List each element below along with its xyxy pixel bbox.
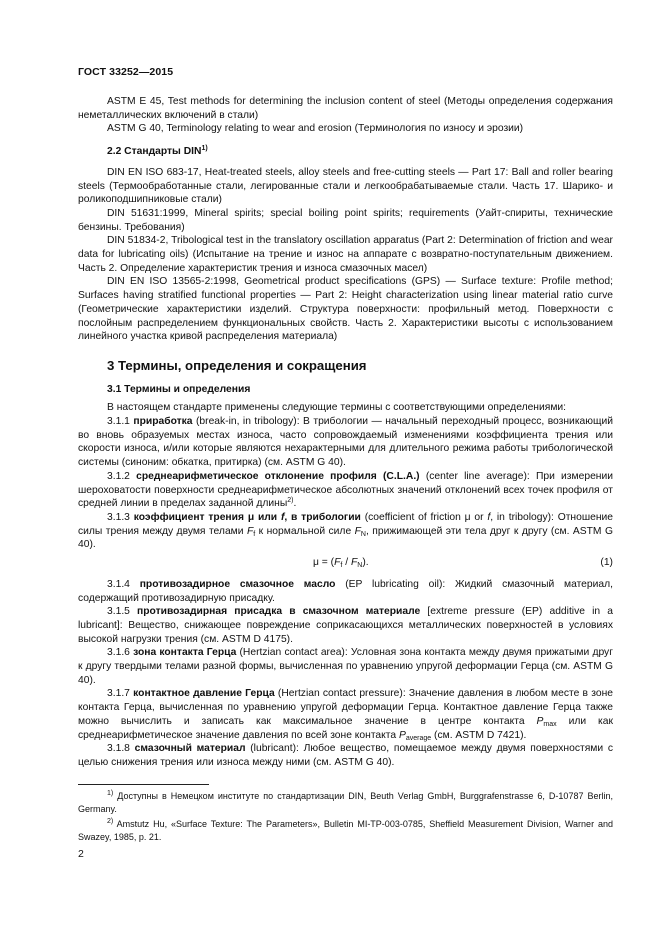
section-3-heading: 3 Термины, определения и сокращения (107, 357, 367, 373)
document-header: ГОСТ 33252—2015 (78, 66, 174, 78)
din-item: DIN 51834-2, Tribological test in the translatory oscillation apparatus (Part 2: Determination of friction and wear data for lubricating oils) (Испытание на трение и износ на аппарате с возвратно-поступательным движением. Часть 2. Определение характеристик трения и износа смазочных масел) (78, 235, 613, 274)
din-item: DIN 51631:1999, Mineral spirits; special boiling point spirits; requirements (Уайт-спириты, технические бензины. Требования) (78, 207, 613, 233)
footnote-divider (78, 784, 209, 785)
page-number: 2 (78, 848, 84, 860)
section-3-1-heading: 3.1 Термины и определения (107, 383, 251, 395)
reference-astm-g40: ASTM G 40, Terminology relating to wear and erosion (Терминология по износу и эрозии) (107, 123, 524, 135)
term-3-1-6: 3.1.6 зона контакта Герца (Hertzian contact area): Условная зона контакта между двумя прижатыми друг к другу твердыми телами разной формы, вычисленная по уравнению упругой деформации Герца (см. ASTM G 40). (78, 647, 613, 686)
footnote-1: $^{1)}$ Доступны в Немецком институте по стандартизации DIN, Beuth Verlag GmbH, Burggrafenstrasse 6, D-10787 Berlin, Germany. (78, 790, 613, 814)
term-3-1-3: 3.1.3 коэффициент трения μ или f, в трибологии (coefficient of friction μ or f, in tribology): Отношение силы трения между двумя телами $F_f$ к нормальной силе $F_N$, прижимающей эти тела друг к другу (см. ASTM G 40). (78, 511, 614, 551)
term-3-1-8: 3.1.8 смазочный материал (lubricant): Любое вещество, помещаемое между двумя поверхностями с целью снижения трения или износа между ними (см. ASTM G 40). (78, 743, 613, 768)
formula-expression: $\mu = (F_f / F_N)$. (313, 557, 369, 570)
term-3-1-2: 3.1.2 среднеарифметическое отклонение профиля (C.L.A.) (center line average): При измерении шероховатости поверхности среднеарифметическое абсолютных значений отклонений всех точек профиля от средней линии в пределах заданной длины$^{2)}$. (78, 470, 613, 510)
section-intro: В настоящем стандарте применены следующие термины с соответствующими определениями: (107, 402, 567, 414)
term-3-1-7: 3.1.7 контактное давление Герца (Hertzian contact pressure): Значение давления в любом месте в зоне контакта Герца, вычисленная по уравнению упругой деформации Герца. Контактное давление Герца также можно вычислить и записать как максимальное значение в центре контакта $P_{max}$ или как среднеарифметическое значение давления по всей зоне контакта $P_{average}$ (см. ASTM D 7421). (78, 688, 613, 742)
reference-astm-e45: ASTM E 45, Test methods for determining the inclusion content of steel (Методы определения содержания неметаллических включений в стали) (78, 96, 613, 121)
din-item: DIN EN ISO 13565-2:1998, Geometrical product specifications (GPS) — Surface texture: Profile method; Surfaces having stratified functional properties — Part 2: Height characterization using linear material ratio curve (Геометрические характеристики изделий. Структура поверхности: профильный метод. Поверхности с послойным распределением функциональных свойств. Часть 2. Характеристики высоты с использованием линейного участка кривой распределения материала) (78, 276, 613, 343)
footnote-ref-2: 2) (287, 497, 294, 505)
formula-1 (78, 556, 613, 570)
footnote-2: $^{2)}$ Amstutz Hu, «Surface Texture: The Parameters», Bulletin MI-TP-003-0785, Sheffield Measurement Division, Warner and Swazey, 1985, p. 21. (78, 818, 613, 842)
formula-number: (1) (600, 557, 613, 569)
term-3-1-5: 3.1.5 противозадирная присадка в смазочном материале [extreme pressure (EP) additive in a lubricant]: Вещество, снижающее повреждение соприкасающихся металлических поверхностей в условиях высокой нагрузки трения (см. ASTM D 4175). (78, 606, 613, 645)
term-3-1-1: 3.1.1 приработка (break-in, in tribology): В трибологии — начальный переходный процесс, возникающий во вновь образуемых местах износа, часто сопровождаемый изменениями коэффициента трения или скорости износа, и/или которые являются нехарактерными для длительного режима работы трибологической системы (синоним: обкатка, притирка) (см. ASTM G 40). (78, 416, 613, 469)
din-heading: 2.2 Стандарты DIN$^{1)}$ (107, 145, 208, 158)
footnote-ref-1: 1) (201, 145, 208, 153)
term-3-1-4: 3.1.4 противозадирное смазочное масло (EP lubricating oil): Жидкий смазочный материал, содержащий противозадирную присадку. (78, 578, 613, 604)
document-body (78, 95, 613, 770)
din-item: DIN EN ISO 683-17, Heat-treated steels, alloy steels and free-cutting steels — Part 17: Ball and roller bearing steels (Термообработанные стали, легированные стали и легкообрабатываемые стали. Часть 17. Шарико- и роликоподшипниковые стали) (78, 166, 613, 206)
